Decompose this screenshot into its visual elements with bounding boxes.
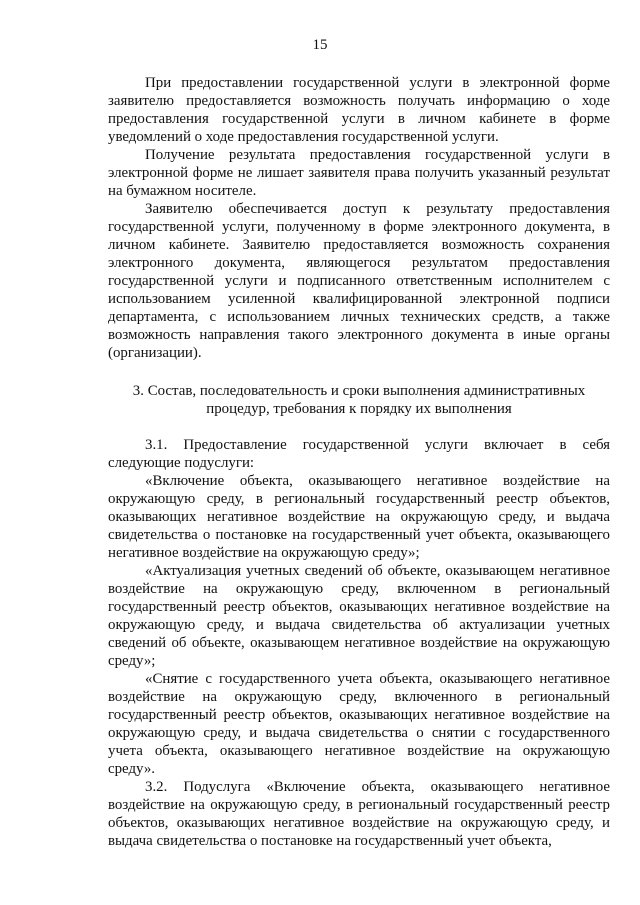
paragraph-subservice-update: «Актуализация учетных сведений об объекте, оказывающем негативное воздействие на окружающую среду, включенном в региональный государственный реестр объектов, оказывающих негативное воздействие на окружающую среду, и выдача свидетельства об актуализации учетных сведений об объекте, оказывающем негативное воздействие на окружающую среду»; [108, 563, 610, 669]
document-body [108, 74, 610, 850]
paragraph-paper-result: Получение результата предоставления государственной услуги в электронной форме не лишает заявителя права получить указанный результат на бумажном носителе. [108, 147, 610, 199]
paragraph-3-2: 3.2. Подуслуга «Включение объекта, оказывающего негативное воздействие на окружающую среду, в региональный государственный реестр объектов, оказывающих негативное воздействие на окружающую среду, и выдача свидетельства о постановке на государственный учет объекта, [108, 779, 610, 849]
paragraph-electronic-notifications: При предоставлении государственной услуги в электронной форме заявителю предоставляется возможность получать информацию о ходе предоставления государственной услуги в личном кабинете в форме уведомлений о ходе предоставления государственной услуги. [108, 75, 610, 145]
paragraph-subservice-removal: «Снятие с государственного учета объекта, оказывающего негативное воздействие на окружающую среду, включенного в региональный государственный реестр объектов, оказывающих негативное воздействие на окружающую среду, и выдача свидетельства о снятии с государственного учета объекта, оказывающего негативное воздействие на окружающую среду». [108, 671, 610, 777]
paragraph-subservice-inclusion: «Включение объекта, оказывающего негативное воздействие на окружающую среду, в региональный государственный реестр объектов, оказывающих негативное воздействие на окружающую среду, и выдача свидетельства о постановке на государственный учет объекта, оказывающего негативное воздействие на окружающую среду»; [108, 473, 610, 561]
section-heading: 3. Состав, последовательность и сроки выполнения административных процедур, требования к порядку их выполнения [132, 383, 586, 417]
paragraph-result-access: Заявителю обеспечивается доступ к результату предоставления государственной услуги, полученному в форме электронного документа, в личном кабинете. Заявителю предоставляется возможность сохранения электронного документа, являющегося результатом предоставления государственной услуги и подписанного ответственным исполнителем с использованием усиленной квалифицированной электронной подписи департамента, с использованием личных технических средств, а также возможность направления такого электронного документа в иные органы (организации). [108, 201, 610, 361]
page-number: 15 [312, 37, 328, 53]
paragraph-3-1: 3.1. Предоставление государственной услуги включает в себя следующие подуслуги: [108, 437, 610, 471]
